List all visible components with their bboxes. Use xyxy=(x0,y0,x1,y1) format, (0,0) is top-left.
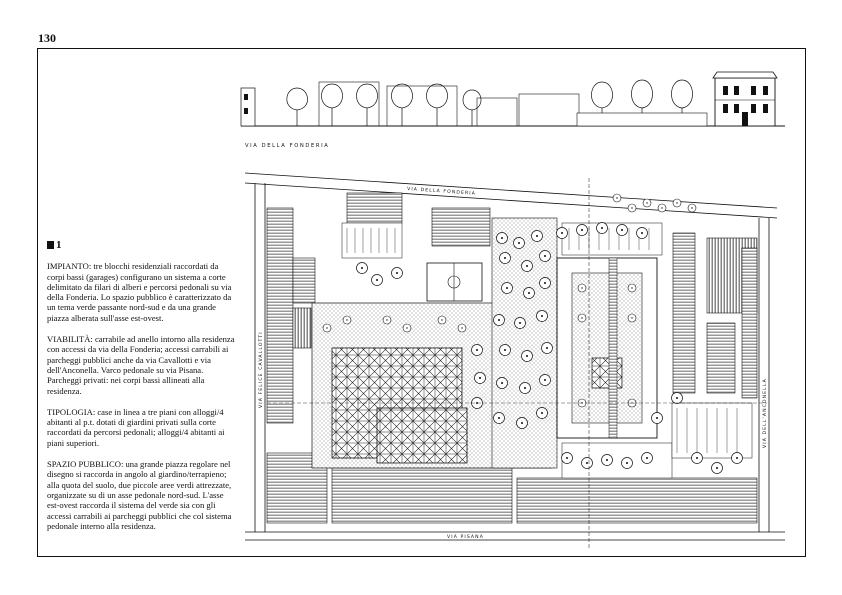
paragraph-heading: SPAZIO PUBBLICO: xyxy=(47,459,124,470)
paragraph-heading: TIPOLOGIA: xyxy=(47,406,96,417)
street-label-anconella: VIA DELL'ANCONELLA xyxy=(763,378,768,448)
square-bullet-icon xyxy=(47,241,54,249)
paragraph-text: una grande piazza regolare nel disegno si raccorda in angolo al giardino/terrapieno; alla quota del suolo, due piccole aree verdi attrezzate, organizzate su di un asse pedonale nord-sud. L'asse est-ovest raccorda il sistema del verde sia con gli accessi carrabili ai parcheggi pubblici che col sistema pedonale interno alla residenza. xyxy=(47,459,232,531)
paragraph-text: tre blocchi residenziali raccordati da corpi bassi (garages) configurano un sistema a corte delimitato da filari di alberi e percorsi pedonali su via della Fonderia. Lo spazio pubblico è caratterizzato da un tema verde passante nord-sud e da una grande piazza alberata sull'asse est-ovest. xyxy=(47,261,232,323)
site-plan-drawing xyxy=(237,58,797,553)
page-number: 130 xyxy=(38,31,56,45)
paragraph-viabilita xyxy=(47,334,237,396)
street-label-pisana: VIA PISANA xyxy=(447,535,484,540)
paragraph-extra: Parcheggi privati: nei corpi bassi allineati alla residenza. xyxy=(47,375,205,396)
street-label-fonderia-elevation: VIA DELLA FONDERIA xyxy=(245,143,330,149)
section-number: 1 xyxy=(56,239,62,251)
paragraph-text: carrabile ad anello intorno alla residenza con accessi da via della Fonderia; accessi carrabili ai parcheggi pubblici anche da via Cavallotti e via dell'Anconella. Varco pedonale su via Pisana. xyxy=(47,334,235,375)
street-label-fonderia-plan: VIA DELLA FONDERIA xyxy=(406,187,477,197)
paragraph-spazio-pubblico xyxy=(47,459,237,531)
paragraph-impianto xyxy=(47,261,237,323)
section-marker xyxy=(47,240,237,250)
elevation-drawing xyxy=(241,72,785,126)
paragraph-text: case in linea a tre piani con alloggi/4 abitanti al p.t. dotati di giardini privati sulla corte raccordati da percorsi pedonali; alloggi/4 abitanti ai piani superiori. xyxy=(47,406,225,448)
description-column xyxy=(47,240,237,542)
street-label-cavallotti: VIA FELICE CAVALLOTTI xyxy=(259,331,264,408)
site-plan xyxy=(245,173,785,548)
paragraph-tipologia xyxy=(47,407,237,448)
paragraph-heading: IMPIANTO: xyxy=(47,261,92,272)
paragraph-heading: VIABILITÀ: xyxy=(47,334,93,345)
